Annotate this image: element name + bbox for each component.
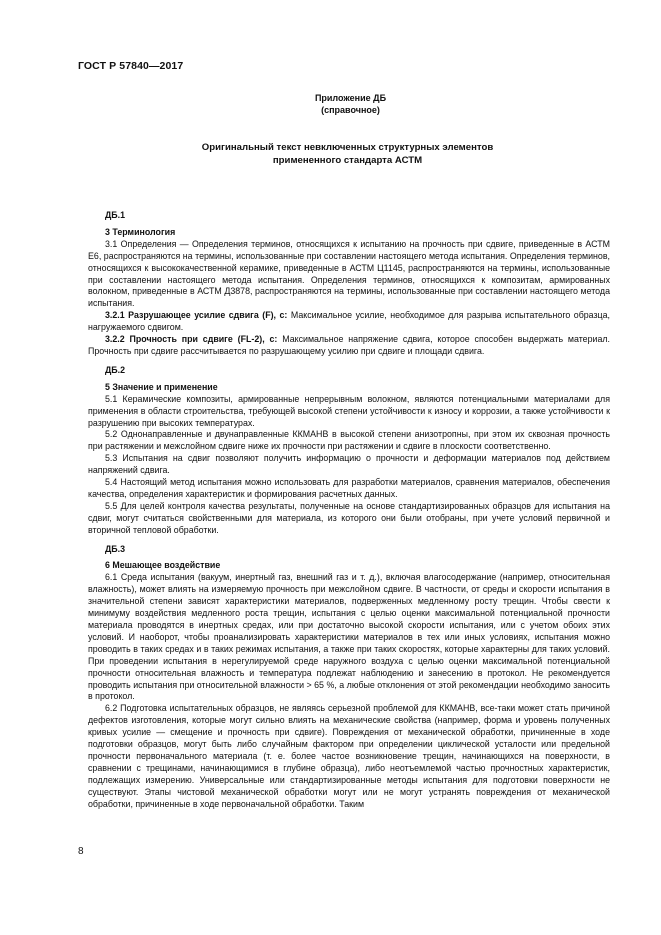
- section-label: ДБ.3: [105, 543, 126, 554]
- paragraph: 5.1 Керамические композиты, армированные непрерывным волокном, являются потенциальными материалами для применения в области строительства, требующей высокой степени устойчивости к износу и коррозии, а также устойчивости к разрушению при высоких температурах.: [88, 393, 610, 428]
- paragraph: 6.1 Среда испытания (вакуум, инертный газ, внешний газ и т. д.), включая влагосодержание (например, относительная влажность), может влиять на измеряемую прочность при межслойном сдвиге. В частности, от среды и скорости испытания в значительной степени зависят характеристики материалов, подверженных медленному росту трещин. Чтобы свести к минимуму воздействия медленного роста трещин, испытания с целью оценки максимальной потенциальной прочности материала проводятся в инертных средах, или при достаточно высокой скорости испытания, или с учетом обоих этих условий. И наоборот, чтобы проанализировать характеристики материалов в тех или иных условиях, испытания можно проводить в таких средах и в таких режимах испытания, а также при таких скоростях, которые характерны для таких условий. При проведении испытания в нерегулируемой среде наружного воздуха с целью оценки максимальной потенциальной прочности относительная влажность и температура подлежат наблюдению и занесению в протокол. Не рекомендуется проводить испытания при относительной влажности > 65 %, а любые отклонения от этой рекомендации необходимо заносить в протокол.: [88, 572, 610, 702]
- annex-heading: [0, 92, 661, 116]
- section-heading: 6 Мешающее воздействие: [105, 560, 221, 571]
- term: 3.2.2 Прочность при сдвиге (FL-2), с:: [105, 334, 278, 345]
- annex-subtitle: (справочное): [321, 105, 380, 115]
- paragraph: 5.3 Испытания на сдвиг позволяют получить информацию о прочности и деформации материалов под действием напряжений сдвига.: [88, 453, 610, 476]
- paragraph: 5.2 Однонаправленные и двунаправленные ККМАНВ в высокой степени анизотропны, при этом их сквозная прочность при растяжении и межслойном сдвиге ниже их прочности при растяжении и сдвиге в плоскости соответственно.: [88, 429, 610, 452]
- paragraph: 5.4 Настоящий метод испытания можно использовать для разработки материалов, сравнения материалов, обеспечения качества, определения характеристик и формирования расчетных данных.: [88, 477, 610, 499]
- term: 3.2.1 Разрушающее усилие сдвига (F), с:: [105, 310, 288, 321]
- paragraph: [88, 310, 610, 334]
- page-number: 8: [78, 846, 84, 857]
- paragraph: 5.5 Для целей контроля качества результаты, полученные на основе стандартизированных образцов для испытания на сдвиг, могут считаться свойственными для материала, из которого они были отобраны, при учете условий первичной и вторичной тепловой обработки.: [88, 500, 610, 535]
- annex-title: Приложение ДБ: [314, 93, 387, 103]
- document-header: ГОСТ Р 57840—2017: [78, 60, 184, 72]
- section-heading: 5 Значение и применение: [105, 381, 218, 392]
- section-db3: [88, 544, 610, 811]
- main-title-line1: Оригинальный текст невключенных структурных элементов: [201, 142, 494, 153]
- paragraph: 3.1 Определения — Определения терминов, относящихся к испытанию на прочность при сдвиге, приведенные в АСТМ Е6, распространяются на термины, использованные при составлении настоящего метода испытания. Определения терминов, относящихся к высококачественной керамике, приведенные в АСТМ Ц1145, распространяются на термины, использованные при составлении настоящего метода испытания. Определения терминов, относящихся к композитам, армированных волокном, приведенные в АСТМ Д3878, распространяются на термины, использованные при составлении настоящего метода испытания.: [88, 238, 610, 309]
- document-body: [88, 210, 610, 811]
- section-label: ДБ.1: [105, 210, 126, 220]
- section-heading: 3 Терминология: [105, 226, 176, 237]
- paragraph: 6.2 Подготовка испытательных образцов, не являясь серьезной проблемой для ККМАНВ, все-таки может стать причиной дефектов изготовления, которые могут сильно влиять на механические свойства (например, форма и уровень полученных кривых усилие — смещение и прочность при сдвиге). Повреждения от механической обработки, причиненные в ходе подготовки образцов, могут быть либо случайным фактором при определении циклической усталости или предельной прочности первоначального материала (т. е. более частое возникновение трещин, начинающихся на поверхности, в сравнении с трещинами, начинающимися в глубине образца), либо неотъемлемой частью прочностных характеристик, подлежащих измерению. Универсальные или стандартизированные методы испытания для подготовки поверхности не существуют. Этапы чистовой механической обработки могут или не могут устранять повреждения от механической обработки, причиненные в ходе первоначальной обработки. Таким: [88, 703, 610, 809]
- section-db1: [88, 210, 610, 358]
- term-definition: Максимальное усилие, необходимое для разрыва испытательного образца, нагружаемого сдвигом.: [88, 310, 610, 333]
- paragraph: [88, 334, 610, 358]
- main-title: [0, 141, 661, 167]
- main-title-line2: примененного стандарта АСТМ: [272, 155, 423, 166]
- section-label: ДБ.2: [105, 364, 126, 375]
- section-db2: [88, 365, 610, 537]
- term-definition: Максимальное напряжение сдвига, которое способен выдержать материал. Прочность при сдвиге рассчитывается по разрушающему усилию при сдвиге и площади сдвига.: [88, 334, 610, 356]
